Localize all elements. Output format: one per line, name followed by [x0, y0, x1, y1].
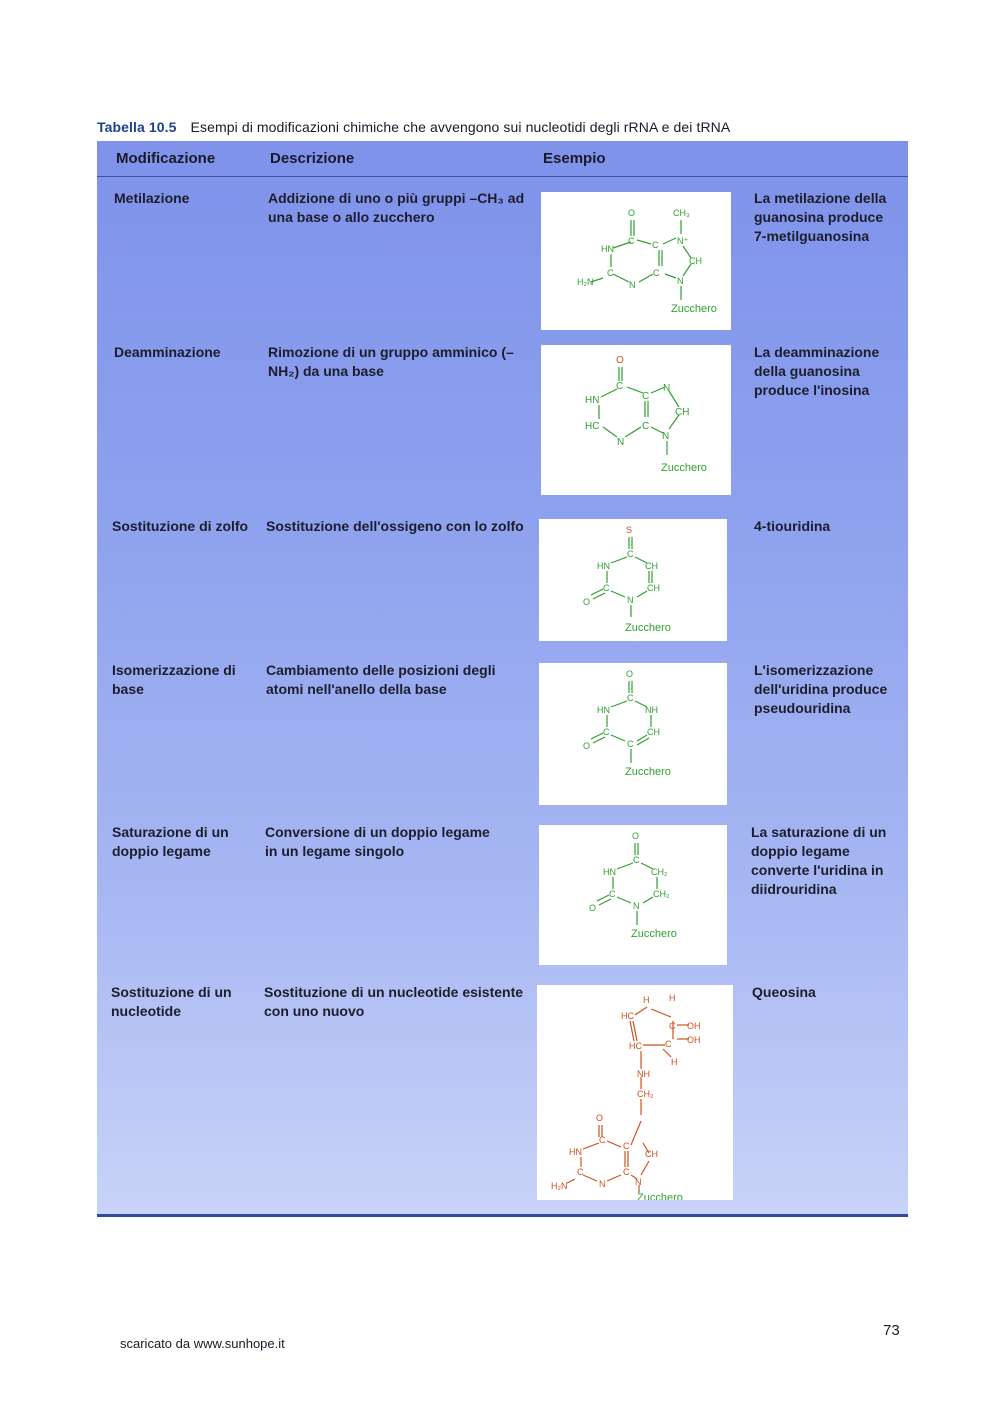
- svg-text:C: C: [628, 236, 635, 246]
- row-description: Addizione di uno o più gruppi –CH₃ ad una base o allo zucchero: [268, 190, 525, 225]
- svg-text:N: N: [677, 276, 684, 286]
- svg-text:C: C: [642, 391, 650, 402]
- row-modification: Isomerizzazione di base: [112, 662, 236, 697]
- svg-text:HN: HN: [585, 395, 600, 406]
- svg-text:CH: CH: [647, 727, 660, 737]
- svg-text:NH: NH: [645, 705, 658, 715]
- svg-text:C: C: [623, 1141, 630, 1151]
- row-modification: Deamminazione: [114, 344, 221, 360]
- svg-text:N⁺: N⁺: [677, 236, 689, 246]
- svg-text:N: N: [599, 1179, 606, 1189]
- svg-text:O: O: [628, 208, 636, 218]
- sugar-label: Zucchero: [625, 766, 671, 778]
- svg-text:C: C: [642, 421, 650, 432]
- svg-text:CH₂: CH₂: [637, 1089, 654, 1099]
- svg-text:C: C: [623, 1167, 630, 1177]
- svg-text:H₂N: H₂N: [577, 277, 594, 287]
- row-description: Cambiamento delle posizioni degli atomi nell'anello della base: [266, 662, 496, 697]
- svg-text:O: O: [583, 597, 591, 607]
- sugar-label: Zucchero: [631, 928, 677, 940]
- page-number: 73: [883, 1322, 900, 1339]
- svg-text:O: O: [583, 741, 591, 751]
- header-example: Esempio: [543, 150, 606, 167]
- svg-text:HN: HN: [569, 1147, 582, 1157]
- svg-text:H: H: [669, 993, 676, 1003]
- svg-text:C: C: [665, 1039, 672, 1049]
- svg-text:CH: CH: [647, 583, 660, 593]
- svg-text:C: C: [609, 889, 616, 899]
- svg-text:C: C: [616, 381, 624, 392]
- svg-text:NH: NH: [637, 1069, 650, 1079]
- sugar-label: Zucchero: [671, 303, 717, 315]
- svg-text:H: H: [643, 995, 650, 1005]
- table-caption: [97, 119, 730, 135]
- svg-text:H₂N: H₂N: [551, 1181, 568, 1191]
- svg-text:CH₂: CH₂: [651, 867, 668, 877]
- svg-text:HN: HN: [597, 561, 610, 571]
- svg-text:HC: HC: [621, 1011, 634, 1021]
- header-modification: Modificazione: [116, 150, 216, 167]
- svg-text:O: O: [596, 1113, 604, 1123]
- row-modification: Sostituzione di zolfo: [112, 518, 249, 534]
- svg-text:HN: HN: [597, 705, 610, 715]
- svg-text:C: C: [603, 727, 610, 737]
- svg-text:O: O: [616, 355, 624, 366]
- svg-text:CH: CH: [675, 407, 690, 418]
- sugar-label: Zucchero: [661, 462, 707, 474]
- svg-text:CH: CH: [645, 1149, 658, 1159]
- svg-text:C: C: [577, 1167, 584, 1177]
- structure-queuosine: [537, 985, 733, 1200]
- structure-pseudouridine: [539, 663, 727, 805]
- svg-text:N: N: [663, 383, 671, 394]
- svg-text:CH₂: CH₂: [653, 889, 670, 899]
- svg-text:N: N: [629, 280, 636, 290]
- svg-text:OH: OH: [687, 1035, 701, 1045]
- svg-text:C: C: [607, 268, 614, 278]
- structure-dihydrouridine: [539, 825, 727, 965]
- row-modification: Saturazione di un doppio legame: [112, 824, 229, 859]
- structure-7-methylguanosine: [541, 192, 731, 330]
- svg-text:C: C: [633, 855, 640, 865]
- row-note: L'isomerizzazione dell'uridina produce pseudouridina: [754, 662, 888, 716]
- svg-text:C: C: [627, 693, 634, 703]
- table-number: Tabella 10.5: [97, 119, 177, 135]
- structure-inosine: [541, 345, 731, 495]
- row-note: La saturazione di un doppio legame converte l'uridina in diidrouridina: [751, 824, 887, 897]
- svg-text:N: N: [662, 431, 670, 442]
- sugar-label: Zucchero: [625, 622, 671, 634]
- row-modification: Sostituzione di un nucleotide: [111, 984, 232, 1019]
- row-description: Sostituzione di un nucleotide esistente con uno nuovo: [264, 984, 524, 1019]
- svg-text:C: C: [599, 1135, 606, 1145]
- sugar-label: Zucchero: [637, 1192, 683, 1200]
- table-caption-text: Esempi di modificazioni chimiche che avvengono sui nucleotidi degli rRNA e dei tRNA: [190, 119, 731, 135]
- modifications-table: [97, 141, 908, 1217]
- header-description: Descrizione: [270, 150, 355, 167]
- svg-text:S: S: [626, 525, 633, 535]
- svg-text:N: N: [617, 437, 625, 448]
- svg-text:CH: CH: [689, 256, 702, 266]
- svg-text:OH: OH: [687, 1021, 701, 1031]
- row-description: Conversione di un doppio legame in un legame singolo: [265, 824, 490, 859]
- svg-text:C: C: [653, 268, 660, 278]
- svg-text:CH: CH: [645, 561, 658, 571]
- svg-text:C: C: [603, 583, 610, 593]
- svg-text:CH₃: CH₃: [673, 208, 690, 218]
- svg-text:O: O: [626, 669, 634, 679]
- row-note: Queosina: [752, 984, 816, 1000]
- svg-text:HN: HN: [603, 867, 616, 877]
- row-description: Sostituzione dell'ossigeno con lo zolfo: [266, 518, 524, 534]
- svg-text:C: C: [627, 739, 634, 749]
- svg-text:O: O: [589, 903, 597, 913]
- row-note: La deamminazione della guanosina produce l'inosina: [754, 344, 880, 398]
- svg-text:N: N: [635, 1177, 642, 1187]
- table-header: [97, 141, 908, 177]
- svg-text:H: H: [671, 1057, 678, 1067]
- row-note: 4-tiouridina: [754, 518, 831, 534]
- svg-text:N: N: [633, 901, 640, 911]
- svg-text:N: N: [627, 595, 634, 605]
- source-footer: scaricato da www.sunhope.it: [120, 1336, 285, 1351]
- svg-text:HC: HC: [585, 421, 600, 432]
- structure-4-thiouridine: [539, 519, 727, 641]
- row-modification: Metilazione: [114, 190, 190, 206]
- svg-text:HN: HN: [601, 244, 614, 254]
- row-description: Rimozione di un gruppo amminico (–NH₂) da una base: [268, 344, 514, 379]
- svg-text:C: C: [652, 240, 659, 250]
- svg-text:C: C: [627, 549, 634, 559]
- svg-text:O: O: [632, 831, 640, 841]
- svg-text:C: C: [669, 1021, 676, 1031]
- svg-text:HC: HC: [629, 1041, 642, 1051]
- row-note: La metilazione della guanosina produce 7-metilguanosina: [754, 190, 887, 244]
